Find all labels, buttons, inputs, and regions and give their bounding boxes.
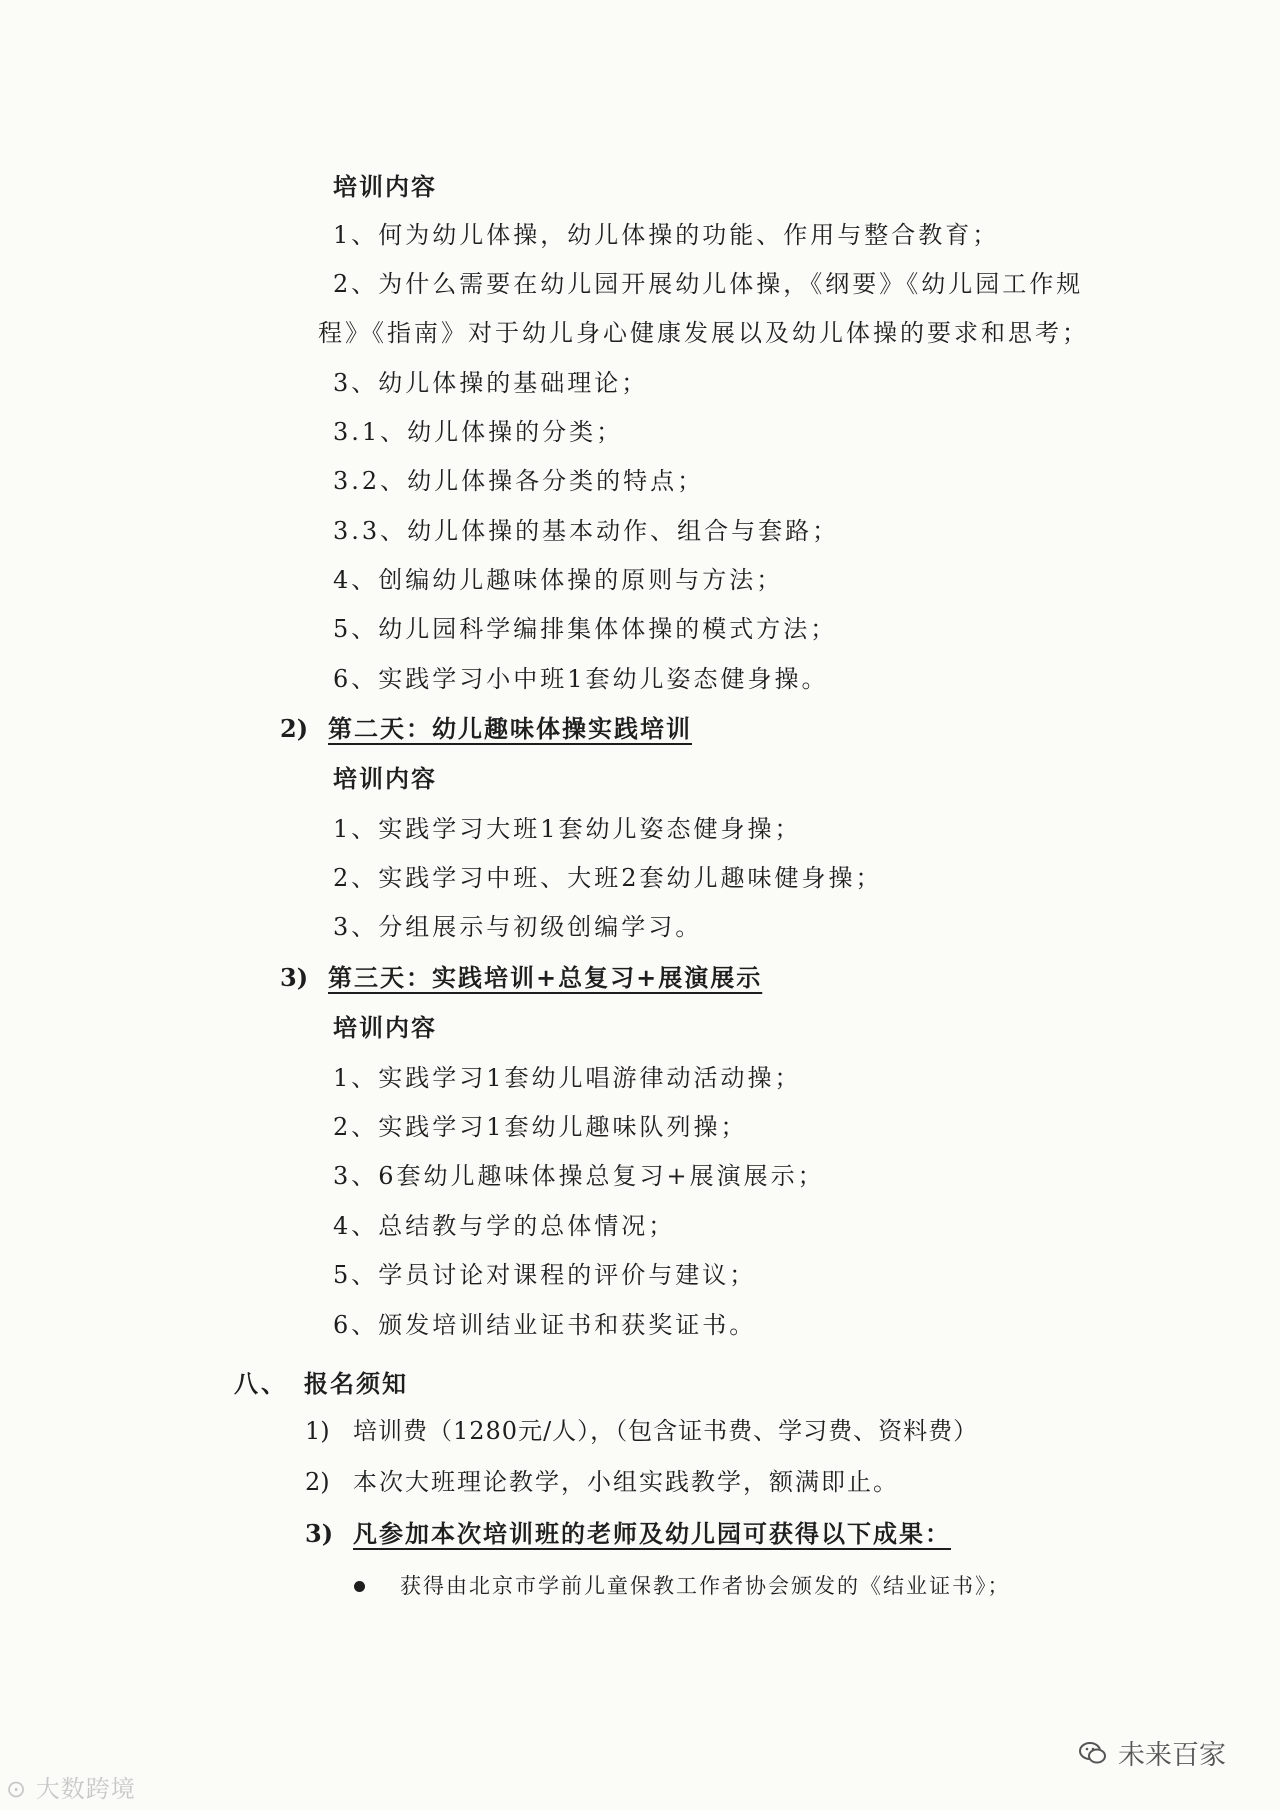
section8-item-text: 凡参加本次培训班的老师及幼儿园可获得以下成果： (353, 1519, 951, 1548)
section8-item-text: 本次大班理论教学，小组实践教学，额满即止。 (353, 1468, 899, 1496)
day1-item: 4、创编幼儿趣味体操的原则与方法； (333, 566, 784, 594)
day2-title: 第二天：幼儿趣味体操实践培训 (328, 714, 692, 743)
watermark-right (1078, 1733, 1226, 1772)
day2-title-row (280, 712, 692, 746)
day2-item: 2、实践学习中班、大班2套幼儿趣味健身操； (333, 864, 883, 892)
section8-title: 报名须知 (304, 1369, 408, 1398)
day3-item: 4、总结教与学的总体情况； (333, 1212, 676, 1240)
day2-number: 2) (280, 714, 309, 743)
day3-title: 第三天：实践培训+总复习+展演展示 (328, 963, 763, 992)
watermark-right-text: 未来百家 (1118, 1740, 1226, 1771)
day3-item: 6、颁发培训结业证书和获奖证书。 (333, 1311, 757, 1339)
day1-item: 3.2、幼儿体操各分类的特点； (333, 467, 705, 495)
section8-item-number: 1) (305, 1417, 330, 1445)
wechat-icon (1078, 1738, 1108, 1768)
watermark-left (6, 1769, 136, 1804)
watermark-logo-icon: ⊙ (6, 1775, 28, 1803)
day3-number: 3) (280, 963, 309, 992)
day1-item: 3、幼儿体操的基础理论； (333, 369, 649, 397)
section8-number: 八、 (234, 1369, 288, 1398)
day1-item: 5、幼儿园科学编排集体体操的模式方法； (333, 615, 838, 643)
section8-title-row (234, 1367, 408, 1401)
day2-item: 3、分组展示与初级创编学习。 (333, 913, 703, 941)
day3-item: 1、实践学习1套幼儿唱游律动活动操； (333, 1064, 802, 1092)
day1-item: 程》《指南》对于幼儿身心健康发展以及幼儿体操的要求和思考； (318, 319, 1089, 347)
bullet-text: 获得由北京市学前儿童保教工作者协会颁发的《结业证书》； (400, 1574, 1011, 1598)
section8-item-row (305, 1517, 951, 1551)
day1-item: 2、为什么需要在幼儿园开展幼儿体操，《纲要》《幼儿园工作规 (333, 270, 1084, 298)
section8-item-row (305, 1465, 899, 1499)
section8-item-row (305, 1414, 978, 1448)
day1-item: 6、实践学习小中班1套幼儿姿态健身操。 (333, 665, 829, 693)
watermark-left-text: 大数跨境 (35, 1775, 136, 1803)
section8-item-text: 培训费（1280元/人），（包含证书费、学习费、资料费） (353, 1417, 979, 1445)
day3-item: 2、实践学习1套幼儿趣味队列操； (333, 1113, 748, 1141)
day1-heading: 培训内容 (333, 172, 437, 201)
day2-heading: 培训内容 (333, 764, 437, 793)
day3-item: 5、学员讨论对课程的评价与建议； (333, 1261, 757, 1289)
day1-item: 1、何为幼儿体操，幼儿体操的功能、作用与整合教育； (333, 221, 1000, 249)
day3-item: 3、6套幼儿趣味体操总复习+展演展示； (333, 1162, 825, 1190)
day3-title-row (280, 961, 762, 995)
section8-item-number: 3) (305, 1519, 334, 1548)
day2-item: 1、实践学习大班1套幼儿姿态健身操； (333, 815, 802, 843)
bullet-dot (354, 1581, 365, 1592)
day1-item: 3.1、幼儿体操的分类； (333, 418, 624, 446)
day1-item: 3.3、幼儿体操的基本动作、组合与套路； (333, 517, 840, 545)
section8-item-number: 2) (305, 1468, 330, 1496)
day3-heading: 培训内容 (333, 1013, 437, 1042)
